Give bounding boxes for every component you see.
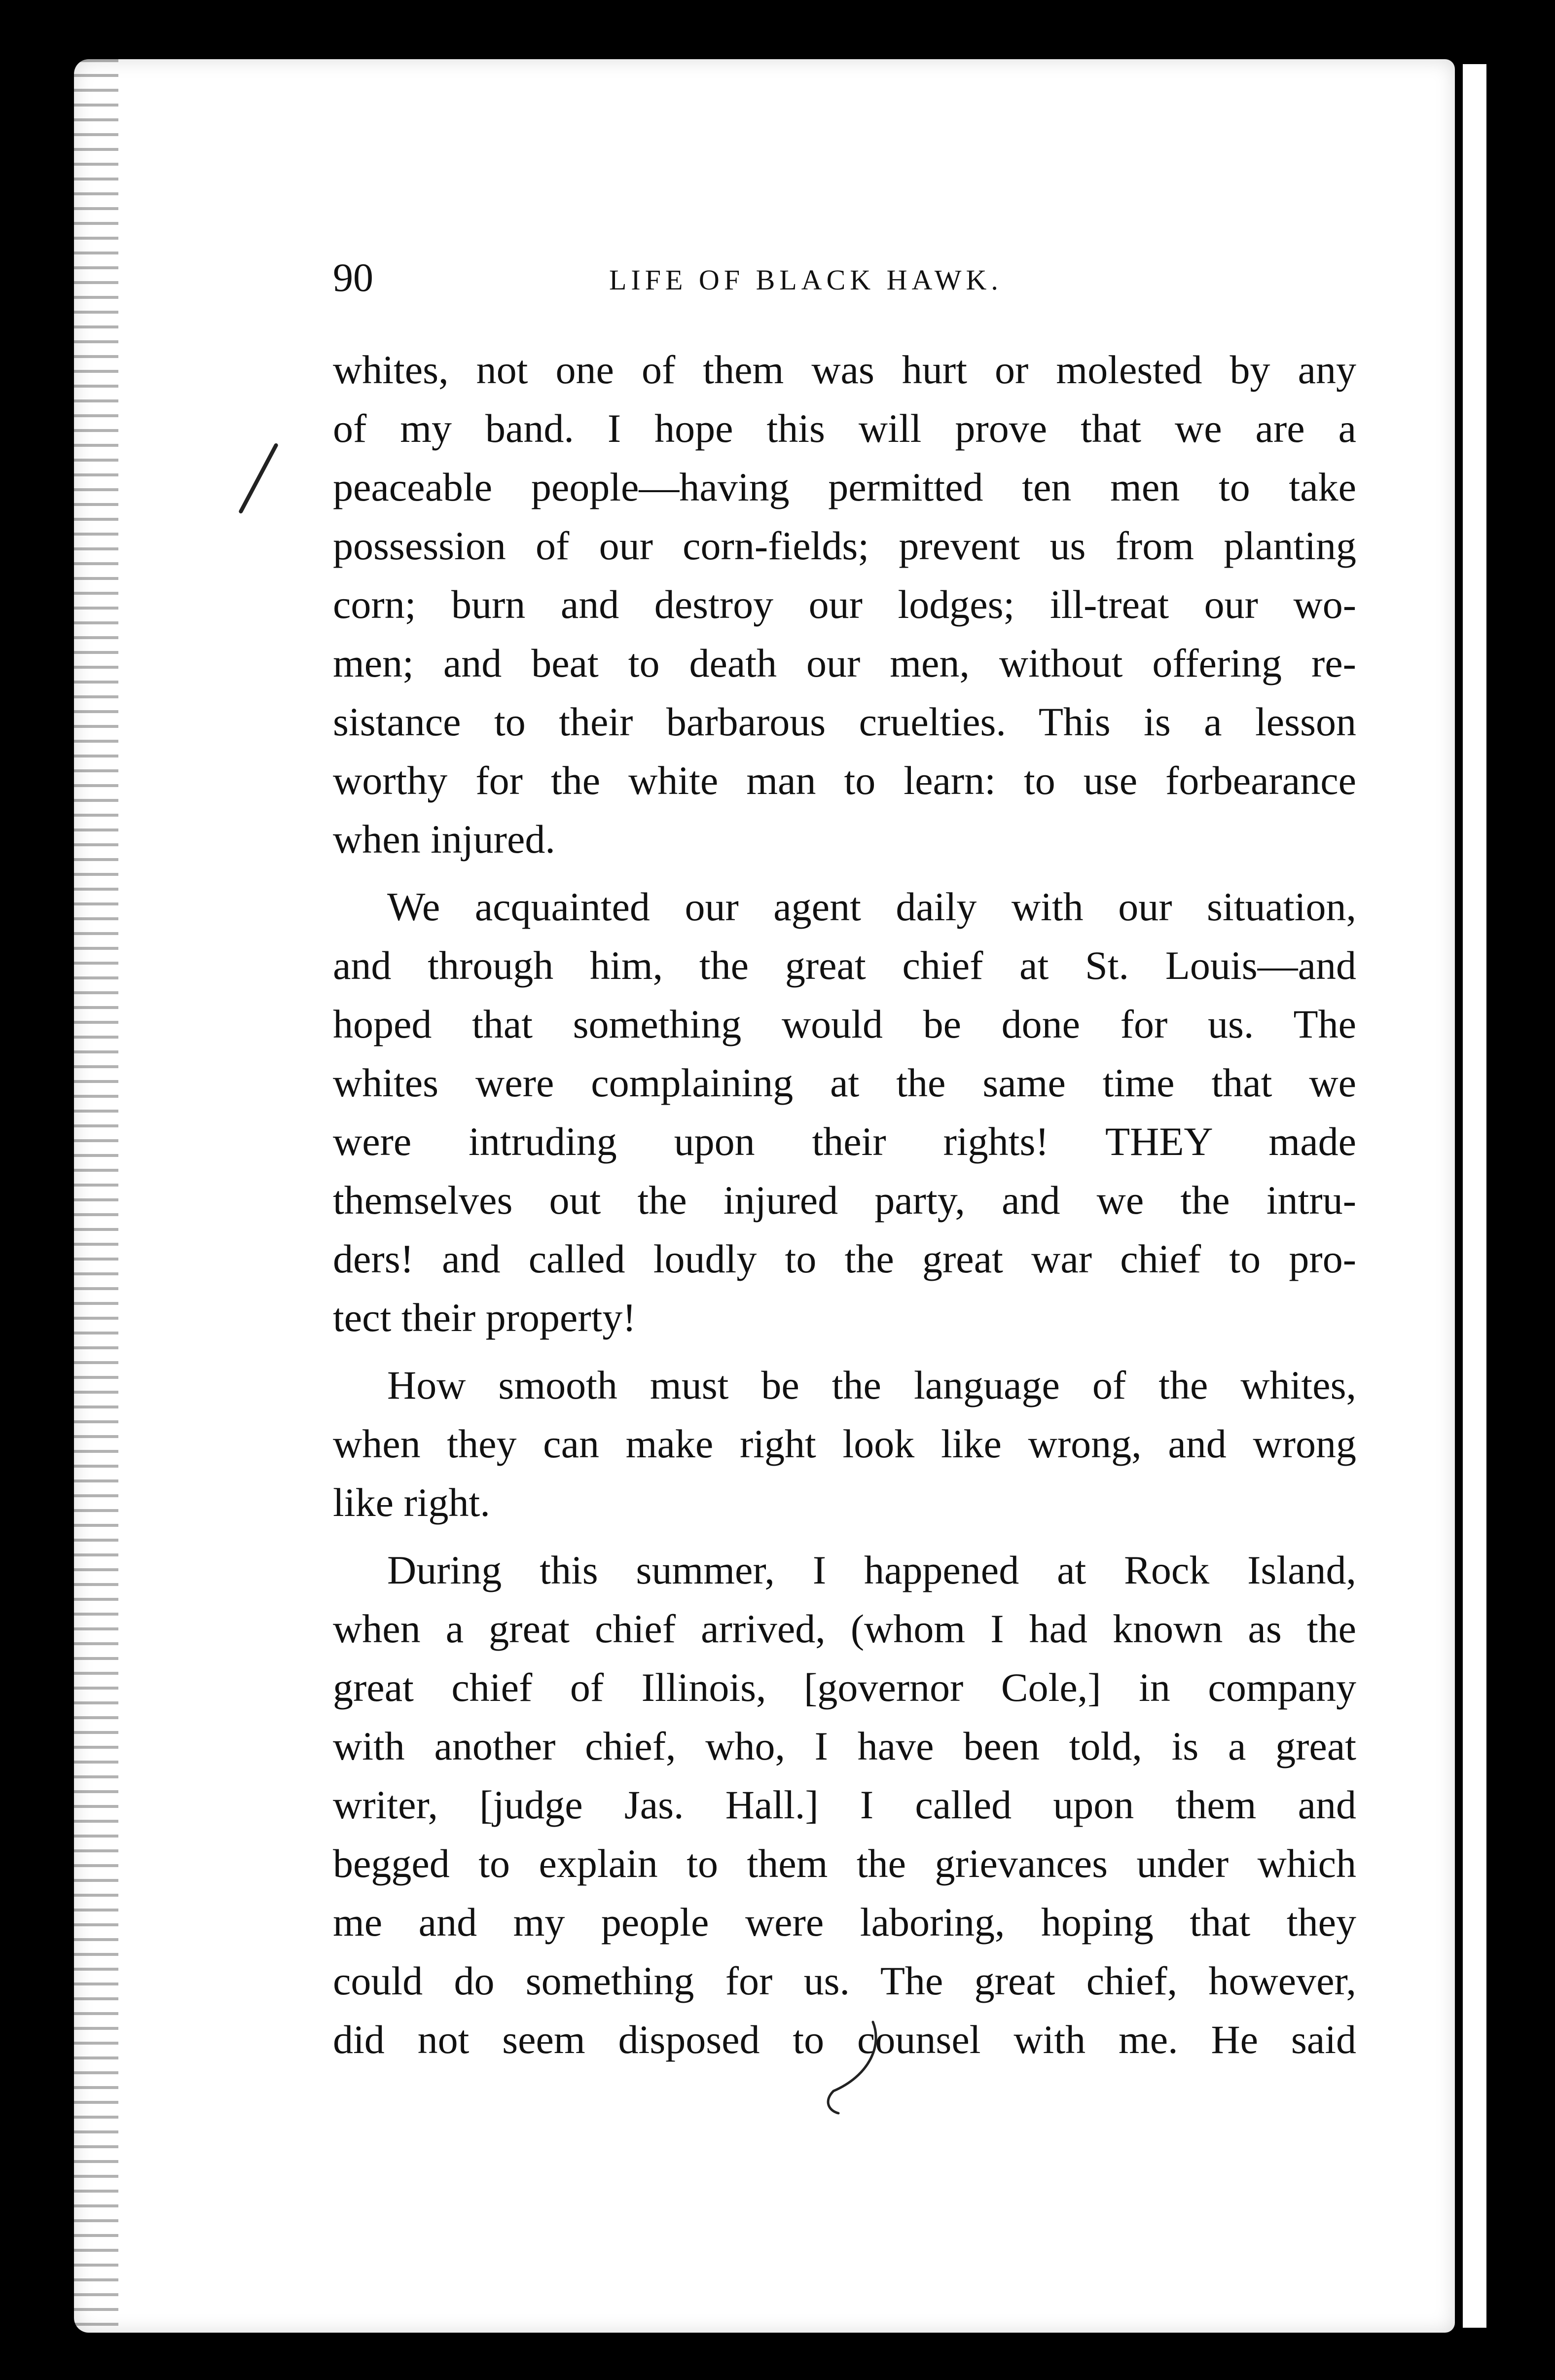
text-line: when a great chief arrived, (whom I had known as the bbox=[333, 1606, 1356, 1651]
text-line: could do something for us. The great chief, however, bbox=[333, 1958, 1356, 2003]
text-line: hoped that something would be done for us. The bbox=[333, 1002, 1356, 1046]
text-line: and through him, the great chief at St. Louis—and bbox=[333, 943, 1356, 988]
text-line: begged to explain to them the grievances under which bbox=[333, 1841, 1356, 1886]
text-line: when they can make right look like wrong, and wrong bbox=[333, 1421, 1356, 1466]
text-line: writer, [judge Jas. Hall.] I called upon them and bbox=[333, 1782, 1356, 1827]
text-line: We acquainted our agent daily with our situation, bbox=[387, 884, 1356, 929]
text-line: ders! and called loudly to the great war chief to pro- bbox=[333, 1236, 1356, 1281]
text-line: During this summer, I happened at Rock Island, bbox=[387, 1548, 1356, 1592]
text-line: sistance to their barbarous cruelties. This is a lesson bbox=[333, 699, 1356, 744]
text-line: with another chief, who, I have been told, is a great bbox=[333, 1724, 1356, 1768]
page-edge-shadow bbox=[74, 59, 118, 2333]
text-line: How smooth must be the language of the whites, bbox=[387, 1363, 1356, 1407]
text-line: worthy for the white man to learn: to use forbearance bbox=[333, 758, 1356, 803]
page-number: 90 bbox=[333, 255, 373, 300]
text-line: possession of our corn-fields; prevent us from planting bbox=[333, 523, 1356, 568]
text-line: great chief of Illinois, [governor Cole,] in company bbox=[333, 1665, 1356, 1710]
page-header bbox=[333, 254, 1068, 301]
text-line: whites, not one of them was hurt or molested by any bbox=[333, 347, 1356, 392]
text-line: themselves out the injured party, and we the intru- bbox=[333, 1178, 1356, 1223]
text-line: whites were complaining at the same time that we bbox=[333, 1060, 1356, 1105]
text-line: me and my people were laboring, hoping that they bbox=[333, 1900, 1356, 1945]
text-line: peaceable people—having permitted ten men to take bbox=[333, 465, 1356, 509]
body-text bbox=[333, 340, 1356, 2069]
text-line: tect their property! bbox=[333, 1295, 636, 1340]
text-line: men; and beat to death our men, without offering re- bbox=[333, 641, 1356, 685]
text-line: did not seem disposed to counsel with me. He said bbox=[333, 2017, 1356, 2062]
running-head: LIFE OF BLACK HAWK. bbox=[609, 264, 1003, 296]
text-line: corn; burn and destroy our lodges; ill-treat our wo- bbox=[333, 582, 1356, 627]
text-line: like right. bbox=[333, 1480, 490, 1525]
text-line: of my band. I hope this will prove that we are a bbox=[333, 406, 1356, 451]
text-line: when injured. bbox=[333, 817, 555, 862]
text-line: were intruding upon their rights! THEY made bbox=[333, 1119, 1356, 1164]
facing-page-edge bbox=[1463, 64, 1486, 2328]
ink-scribble bbox=[814, 2017, 893, 2116]
